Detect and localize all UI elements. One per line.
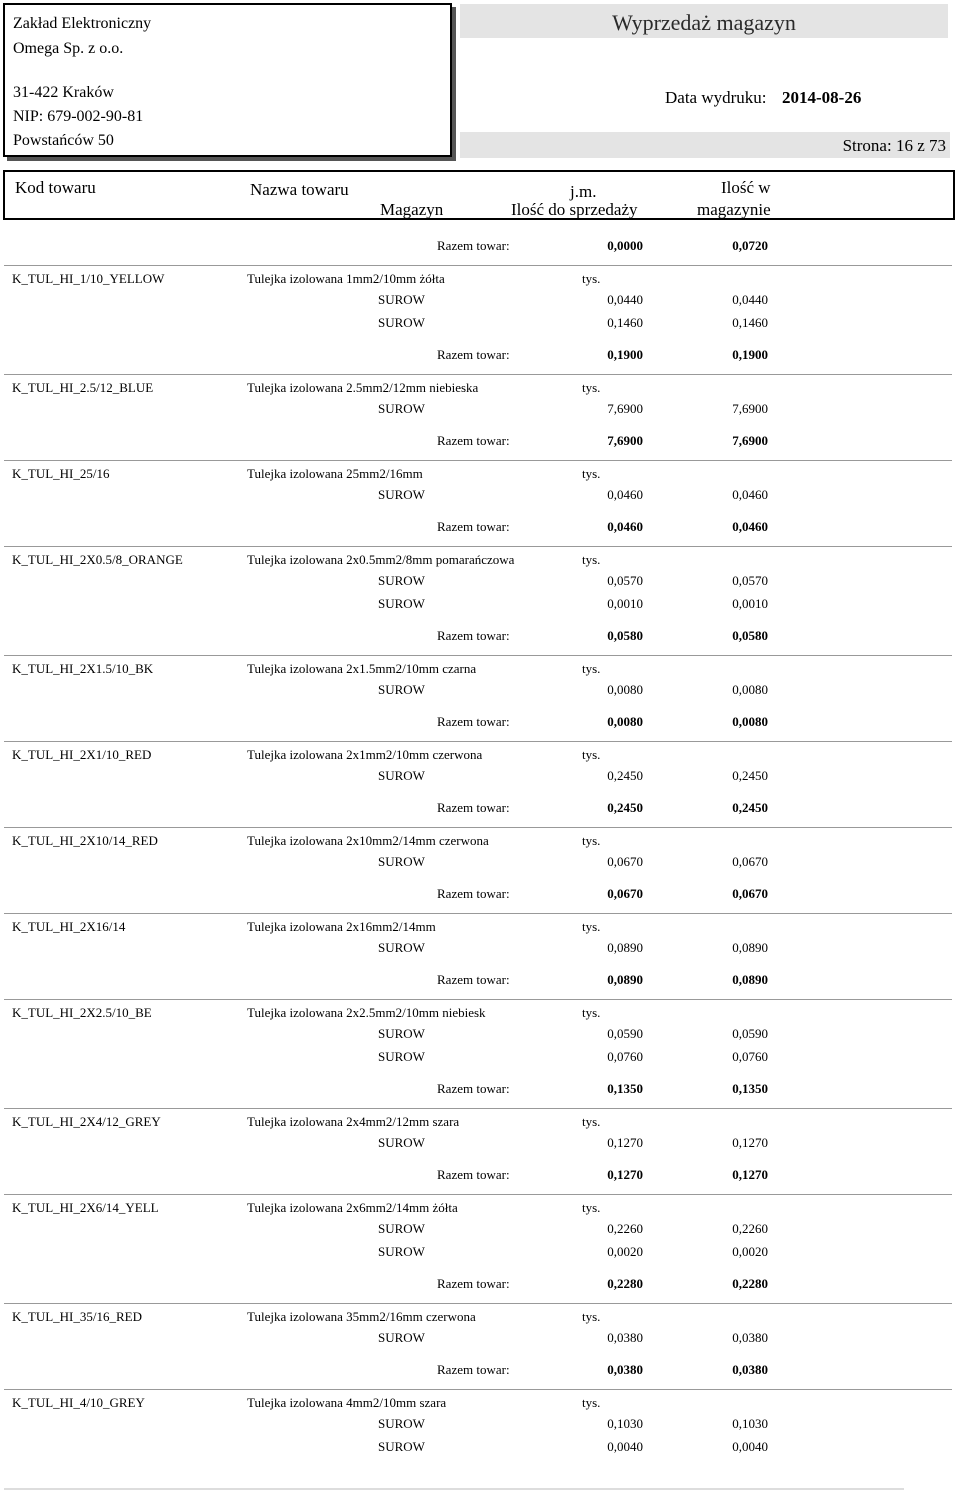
col-code-header: Kod towaru <box>15 178 96 197</box>
warehouse-name: SUROW <box>378 315 425 330</box>
warehouse-name: SUROW <box>378 1135 425 1150</box>
section-divider <box>4 827 952 828</box>
total-qty-in-warehouse: 0,0890 <box>732 972 768 987</box>
product-code: K_TUL_HI_2X6/14_YELL <box>12 1200 159 1215</box>
total-row <box>0 517 960 537</box>
company-city: 31-422 Kraków <box>13 84 114 101</box>
total-qty-in-warehouse: 0,2450 <box>732 800 768 815</box>
warehouse-name: SUROW <box>378 1049 425 1064</box>
section-divider <box>4 546 952 547</box>
stock-row <box>0 399 960 419</box>
qty-for-sale: 0,0020 <box>607 1244 643 1259</box>
stock-row <box>0 1437 960 1457</box>
qty-for-sale: 0,0010 <box>607 596 643 611</box>
total-label: Razem towar: <box>437 628 510 643</box>
product-row <box>0 1393 960 1413</box>
product-code: K_TUL_HI_2X4/12_GREY <box>12 1114 161 1129</box>
product-row <box>0 464 960 484</box>
print-date-value: 2014-08-26 <box>782 88 862 107</box>
product-unit: tys. <box>582 466 601 481</box>
qty-in-warehouse: 0,1460 <box>732 315 768 330</box>
total-qty-for-sale: 7,6900 <box>607 433 643 448</box>
total-qty-for-sale: 0,0080 <box>607 714 643 729</box>
qty-in-warehouse: 0,2450 <box>732 768 768 783</box>
total-label: Razem towar: <box>437 347 510 362</box>
product-row <box>0 378 960 398</box>
product-row <box>0 831 960 851</box>
product-unit: tys. <box>582 1005 601 1020</box>
section-divider <box>4 1303 952 1304</box>
stock-row <box>0 571 960 591</box>
qty-for-sale: 0,1030 <box>607 1416 643 1431</box>
product-unit: tys. <box>582 1114 601 1129</box>
warehouse-name: SUROW <box>378 487 425 502</box>
warehouse-name: SUROW <box>378 1244 425 1259</box>
warehouse-name: SUROW <box>378 1416 425 1431</box>
qty-for-sale: 7,6900 <box>607 401 643 416</box>
total-qty-for-sale: 0,0460 <box>607 519 643 534</box>
qty-in-warehouse: 0,0440 <box>732 292 768 307</box>
total-label: Razem towar: <box>437 238 510 253</box>
section-divider <box>4 655 952 656</box>
product-unit: tys. <box>582 833 601 848</box>
qty-in-warehouse: 7,6900 <box>732 401 768 416</box>
total-qty-in-warehouse: 0,0460 <box>732 519 768 534</box>
section-divider <box>4 999 952 1000</box>
product-unit: tys. <box>582 661 601 676</box>
report-title: Wyprzedaż magazyn <box>612 10 796 35</box>
product-code: K_TUL_HI_1/10_YELLOW <box>12 271 165 286</box>
qty-in-warehouse: 0,0890 <box>732 940 768 955</box>
qty-in-warehouse: 0,0010 <box>732 596 768 611</box>
section-divider <box>4 374 952 375</box>
product-name: Tulejka izolowana 25mm2/16mm <box>247 466 423 481</box>
total-row <box>0 431 960 451</box>
product-row <box>0 659 960 679</box>
total-qty-in-warehouse: 0,0670 <box>732 886 768 901</box>
product-unit: tys. <box>582 271 601 286</box>
product-unit: tys. <box>582 1200 601 1215</box>
qty-in-warehouse: 0,1270 <box>732 1135 768 1150</box>
stock-row <box>0 1024 960 1044</box>
section-divider <box>4 265 952 266</box>
warehouse-name: SUROW <box>378 596 425 611</box>
qty-in-warehouse: 0,0080 <box>732 682 768 697</box>
product-row <box>0 550 960 570</box>
product-name: Tulejka izolowana 2x1mm2/10mm czerwona <box>247 747 483 762</box>
stock-row <box>0 766 960 786</box>
total-qty-in-warehouse: 0,1270 <box>732 1167 768 1182</box>
total-label: Razem towar: <box>437 714 510 729</box>
section-divider <box>4 1389 952 1390</box>
total-label: Razem towar: <box>437 972 510 987</box>
col-warehouse-header: Magazyn <box>380 200 444 219</box>
qty-in-warehouse: 0,0670 <box>732 854 768 869</box>
stock-row <box>0 938 960 958</box>
product-name: Tulejka izolowana 2x4mm2/12mm szara <box>247 1114 460 1129</box>
qty-for-sale: 0,1270 <box>607 1135 643 1150</box>
total-qty-for-sale: 0,0380 <box>607 1362 643 1377</box>
qty-in-warehouse: 0,2260 <box>732 1221 768 1236</box>
qty-for-sale: 0,0080 <box>607 682 643 697</box>
qty-for-sale: 0,0590 <box>607 1026 643 1041</box>
product-unit: tys. <box>582 1395 601 1410</box>
section-divider <box>4 460 952 461</box>
stock-row <box>0 1242 960 1262</box>
product-unit: tys. <box>582 1309 601 1324</box>
stock-row <box>0 1328 960 1348</box>
total-qty-in-warehouse: 0,0580 <box>732 628 768 643</box>
stock-row <box>0 290 960 310</box>
total-row <box>0 1165 960 1185</box>
col-qty-wh-header-line1: Ilość w <box>721 178 771 197</box>
qty-in-warehouse: 0,0590 <box>732 1026 768 1041</box>
total-label: Razem towar: <box>437 800 510 815</box>
product-code: K_TUL_HI_2X2.5/10_BE <box>12 1005 152 1020</box>
product-unit: tys. <box>582 380 601 395</box>
total-label: Razem towar: <box>437 1167 510 1182</box>
product-unit: tys. <box>582 919 601 934</box>
total-qty-in-warehouse: 0,0080 <box>732 714 768 729</box>
stock-row <box>0 1414 960 1434</box>
warehouse-name: SUROW <box>378 401 425 416</box>
total-qty-for-sale: 0,0670 <box>607 886 643 901</box>
product-name: Tulejka izolowana 1mm2/10mm żółta <box>247 271 445 286</box>
total-row <box>0 345 960 365</box>
qty-in-warehouse: 0,0760 <box>732 1049 768 1064</box>
product-name: Tulejka izolowana 2x10mm2/14mm czerwona <box>247 833 489 848</box>
stock-row <box>0 1219 960 1239</box>
col-qty-wh-header-line2: magazynie <box>697 200 771 219</box>
warehouse-name: SUROW <box>378 940 425 955</box>
company-street: Powstańców 50 <box>13 132 114 149</box>
total-qty-in-warehouse: 0,2280 <box>732 1276 768 1291</box>
total-row <box>0 970 960 990</box>
qty-for-sale: 0,2450 <box>607 768 643 783</box>
section-divider <box>4 1194 952 1195</box>
company-nip: NIP: 679-002-90-81 <box>13 108 144 125</box>
section-divider <box>4 741 952 742</box>
total-label: Razem towar: <box>437 519 510 534</box>
qty-for-sale: 0,2260 <box>607 1221 643 1236</box>
col-name-header: Nazwa towaru <box>250 180 349 199</box>
warehouse-name: SUROW <box>378 682 425 697</box>
page-number: Strona: 16 z 73 <box>842 136 946 155</box>
product-code: K_TUL_HI_2X0.5/8_ORANGE <box>12 552 183 567</box>
total-qty-for-sale: 0,0580 <box>607 628 643 643</box>
product-code: K_TUL_HI_4/10_GREY <box>12 1395 145 1410</box>
qty-for-sale: 0,0440 <box>607 292 643 307</box>
total-qty-for-sale: 0,2450 <box>607 800 643 815</box>
company-name-line2: Omega Sp. z o.o. <box>13 40 124 57</box>
warehouse-name: SUROW <box>378 573 425 588</box>
warehouse-name: SUROW <box>378 1330 425 1345</box>
company-name-line1: Zakład Elektroniczny <box>13 15 152 32</box>
qty-for-sale: 0,0760 <box>607 1049 643 1064</box>
total-qty-in-warehouse: 7,6900 <box>732 433 768 448</box>
total-qty-in-warehouse: 0,1900 <box>732 347 768 362</box>
print-date-label: Data wydruku: <box>665 88 767 107</box>
product-code: K_TUL_HI_2X10/14_RED <box>12 833 158 848</box>
product-unit: tys. <box>582 747 601 762</box>
total-qty-for-sale: 0,1350 <box>607 1081 643 1096</box>
product-name: Tulejka izolowana 2x2.5mm2/10mm niebiesk <box>247 1005 486 1020</box>
product-code: K_TUL_HI_25/16 <box>12 466 110 481</box>
total-qty-in-warehouse: 0,0380 <box>732 1362 768 1377</box>
qty-in-warehouse: 0,0040 <box>732 1439 768 1454</box>
total-qty-for-sale: 0,1270 <box>607 1167 643 1182</box>
qty-for-sale: 0,0460 <box>607 487 643 502</box>
total-qty-in-warehouse: 0,1350 <box>732 1081 768 1096</box>
total-qty-for-sale: 0,0890 <box>607 972 643 987</box>
warehouse-name: SUROW <box>378 1221 425 1236</box>
qty-in-warehouse: 0,0570 <box>732 573 768 588</box>
section-divider <box>4 1108 952 1109</box>
product-code: K_TUL_HI_35/16_RED <box>12 1309 142 1324</box>
bottom-rule <box>4 1488 904 1490</box>
qty-for-sale: 0,1460 <box>607 315 643 330</box>
product-row <box>0 1003 960 1023</box>
total-qty-for-sale: 0,1900 <box>607 347 643 362</box>
total-row <box>0 1274 960 1294</box>
stock-row <box>0 1133 960 1153</box>
product-row <box>0 269 960 289</box>
total-row <box>0 798 960 818</box>
total-row <box>0 1079 960 1099</box>
warehouse-name: SUROW <box>378 854 425 869</box>
stock-row <box>0 1047 960 1067</box>
product-code: K_TUL_HI_2X16/14 <box>12 919 126 934</box>
col-qty-sale-header: Ilość do sprzedaży <box>511 200 638 219</box>
product-row <box>0 745 960 765</box>
product-row <box>0 917 960 937</box>
product-row <box>0 1112 960 1132</box>
product-unit: tys. <box>582 552 601 567</box>
total-qty-in-warehouse: 0,0720 <box>732 238 768 253</box>
qty-in-warehouse: 0,0460 <box>732 487 768 502</box>
total-label: Razem towar: <box>437 886 510 901</box>
qty-in-warehouse: 0,0380 <box>732 1330 768 1345</box>
section-divider <box>4 913 952 914</box>
product-name: Tulejka izolowana 2x0.5mm2/8mm pomarańczowa <box>247 552 515 567</box>
total-row <box>0 626 960 646</box>
total-label: Razem towar: <box>437 1276 510 1291</box>
product-name: Tulejka izolowana 2x1.5mm2/10mm czarna <box>247 661 477 676</box>
stock-row <box>0 852 960 872</box>
col-unit-header: j.m. <box>570 182 597 201</box>
product-name: Tulejka izolowana 35mm2/16mm czerwona <box>247 1309 476 1324</box>
product-code: K_TUL_HI_2X1/10_RED <box>12 747 152 762</box>
total-label: Razem towar: <box>437 1362 510 1377</box>
qty-for-sale: 0,0670 <box>607 854 643 869</box>
product-name: Tulejka izolowana 2.5mm2/12mm niebieska <box>247 380 479 395</box>
product-row <box>0 1198 960 1218</box>
product-name: Tulejka izolowana 4mm2/10mm szara <box>247 1395 447 1410</box>
total-row <box>0 236 960 256</box>
warehouse-name: SUROW <box>378 1439 425 1454</box>
product-name: Tulejka izolowana 2x6mm2/14mm żółta <box>247 1200 458 1215</box>
stock-row <box>0 313 960 333</box>
product-code: K_TUL_HI_2X1.5/10_BK <box>12 661 154 676</box>
total-qty-for-sale: 0,2280 <box>607 1276 643 1291</box>
qty-for-sale: 0,0040 <box>607 1439 643 1454</box>
total-label: Razem towar: <box>437 1081 510 1096</box>
warehouse-name: SUROW <box>378 768 425 783</box>
total-row <box>0 884 960 904</box>
product-row <box>0 1307 960 1327</box>
product-code: K_TUL_HI_2.5/12_BLUE <box>12 380 154 395</box>
qty-for-sale: 0,0570 <box>607 573 643 588</box>
qty-for-sale: 0,0380 <box>607 1330 643 1345</box>
total-row <box>0 712 960 732</box>
total-qty-for-sale: 0,0000 <box>607 238 643 253</box>
product-name: Tulejka izolowana 2x16mm2/14mm <box>247 919 436 934</box>
qty-in-warehouse: 0,0020 <box>732 1244 768 1259</box>
stock-row <box>0 680 960 700</box>
total-row <box>0 1360 960 1380</box>
stock-row <box>0 485 960 505</box>
qty-for-sale: 0,0890 <box>607 940 643 955</box>
warehouse-name: SUROW <box>378 292 425 307</box>
qty-in-warehouse: 0,1030 <box>732 1416 768 1431</box>
warehouse-name: SUROW <box>378 1026 425 1041</box>
total-label: Razem towar: <box>437 433 510 448</box>
stock-row <box>0 594 960 614</box>
